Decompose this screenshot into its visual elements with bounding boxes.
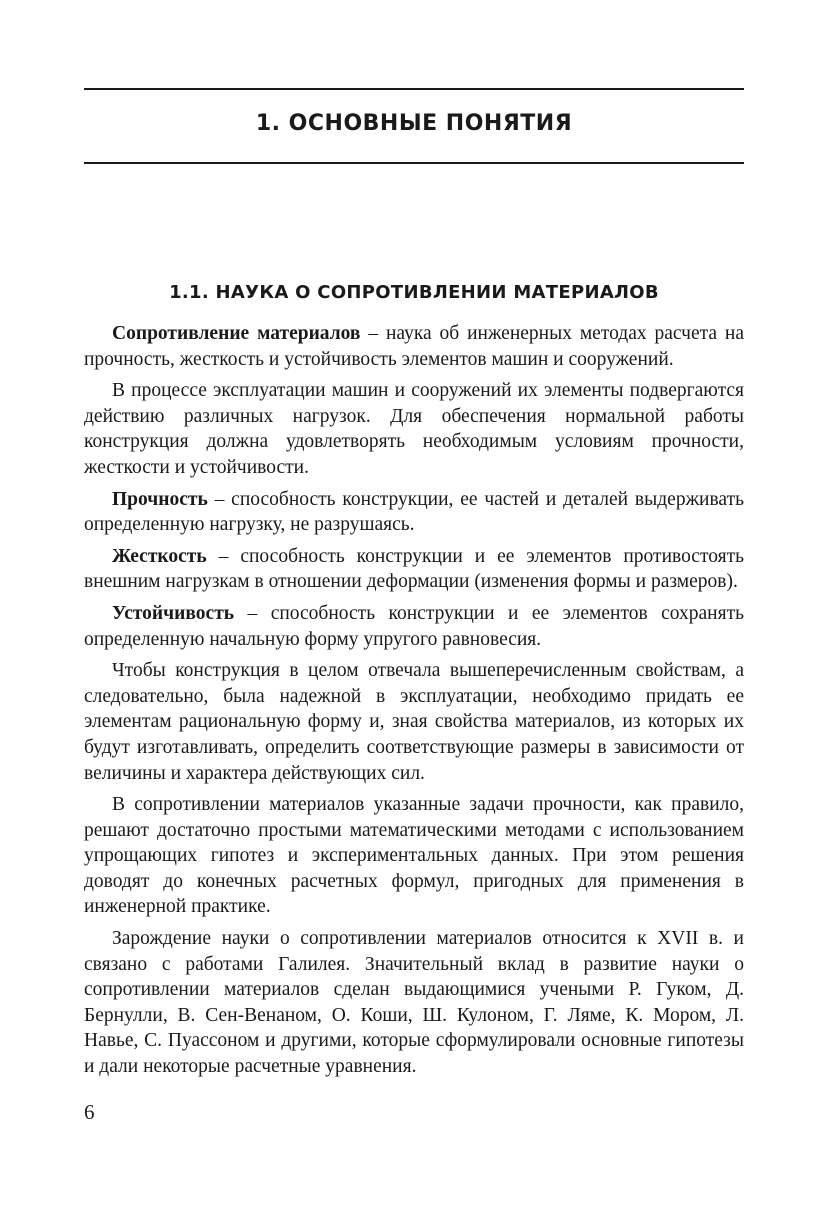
paragraph-text: Чтобы конструкция в целом отвечала вышеперечисленным свойствам, а следовательно, была надежной в эксплуатации, необходимо придать ее элементам рациональную форму и, зная свойства материалов, из которых их будут изготавливать, определить соответствующие размеры в зависимости от величины и характера действующих сил.: [84, 660, 744, 784]
chapter-title: 1. ОСНОВНЫЕ ПОНЯТИЯ: [255, 111, 573, 136]
term: Сопротивление материалов: [112, 323, 361, 344]
term: Жесткость: [112, 545, 207, 567]
paragraph: [84, 792, 744, 920]
paragraph: [84, 544, 744, 595]
page-number: 6: [84, 1100, 95, 1124]
body-text: [84, 321, 744, 1086]
paragraph-text: – способность конструкции и ее элементов сохранять определенную начальную форму упругого равновесия.: [84, 602, 744, 650]
paragraph-text: В сопротивлении материалов указанные задачи прочности, как правило, решают достаточно простыми математическими методами с использованием упрощающих гипотез и экспериментальных данных. При этом решения доводят до конечных расчетных формул, пригодных для применения в инженерной практике.: [84, 794, 744, 918]
paragraph: [84, 658, 744, 786]
section-title: 1.1. НАУКА О СОПРОТИВЛЕНИИ МАТЕРИАЛОВ: [169, 282, 659, 303]
paragraph-text: – способность конструкции, ее частей и деталей выдерживать определенную нагрузку, не разрушаясь.: [84, 488, 744, 536]
chapter-bottom-rule: [84, 162, 744, 164]
term: Прочность: [112, 488, 208, 510]
term: Устойчивость: [112, 602, 235, 624]
paragraph-text: – наука об инженерных методах расчета на прочность, жесткость и устойчивость элементов машин и сооружений.: [84, 323, 744, 370]
paragraph-text: – способность конструкции и ее элементов противостоять внешним нагрузкам в отношении деформации (изменения формы и размеров).: [84, 545, 744, 593]
paragraph-text: В процессе эксплуатации машин и сооружений их элементы подвергаются действию различных нагрузок. Для обеспечения нормальной работы конструкция должна удовлетворять необходимым условиям прочности, жесткости и устойчивости.: [84, 380, 744, 478]
paragraph: [84, 601, 744, 652]
paragraph-text: Зарождение науки о сопротивлении материалов относится к XVII в. и связано с работами Галилея. Значительный вклад в развитие науки о сопротивлении материалов сделан выдающимися учеными Р. Гуком, Д. Бернулли, В. Сен-Венаном, О. Коши, Ш. Кулоном, Г. Ляме, К. Мором, Л. Навье, С. Пуассоном и другими, которые сформулировали основные гипотезы и дали некоторые расчетные уравнения.: [84, 928, 744, 1078]
paragraph: [84, 926, 744, 1080]
paragraph: [84, 487, 744, 538]
chapter-top-rule: [84, 88, 744, 90]
paragraph: [84, 321, 744, 372]
paragraph: [84, 378, 744, 480]
